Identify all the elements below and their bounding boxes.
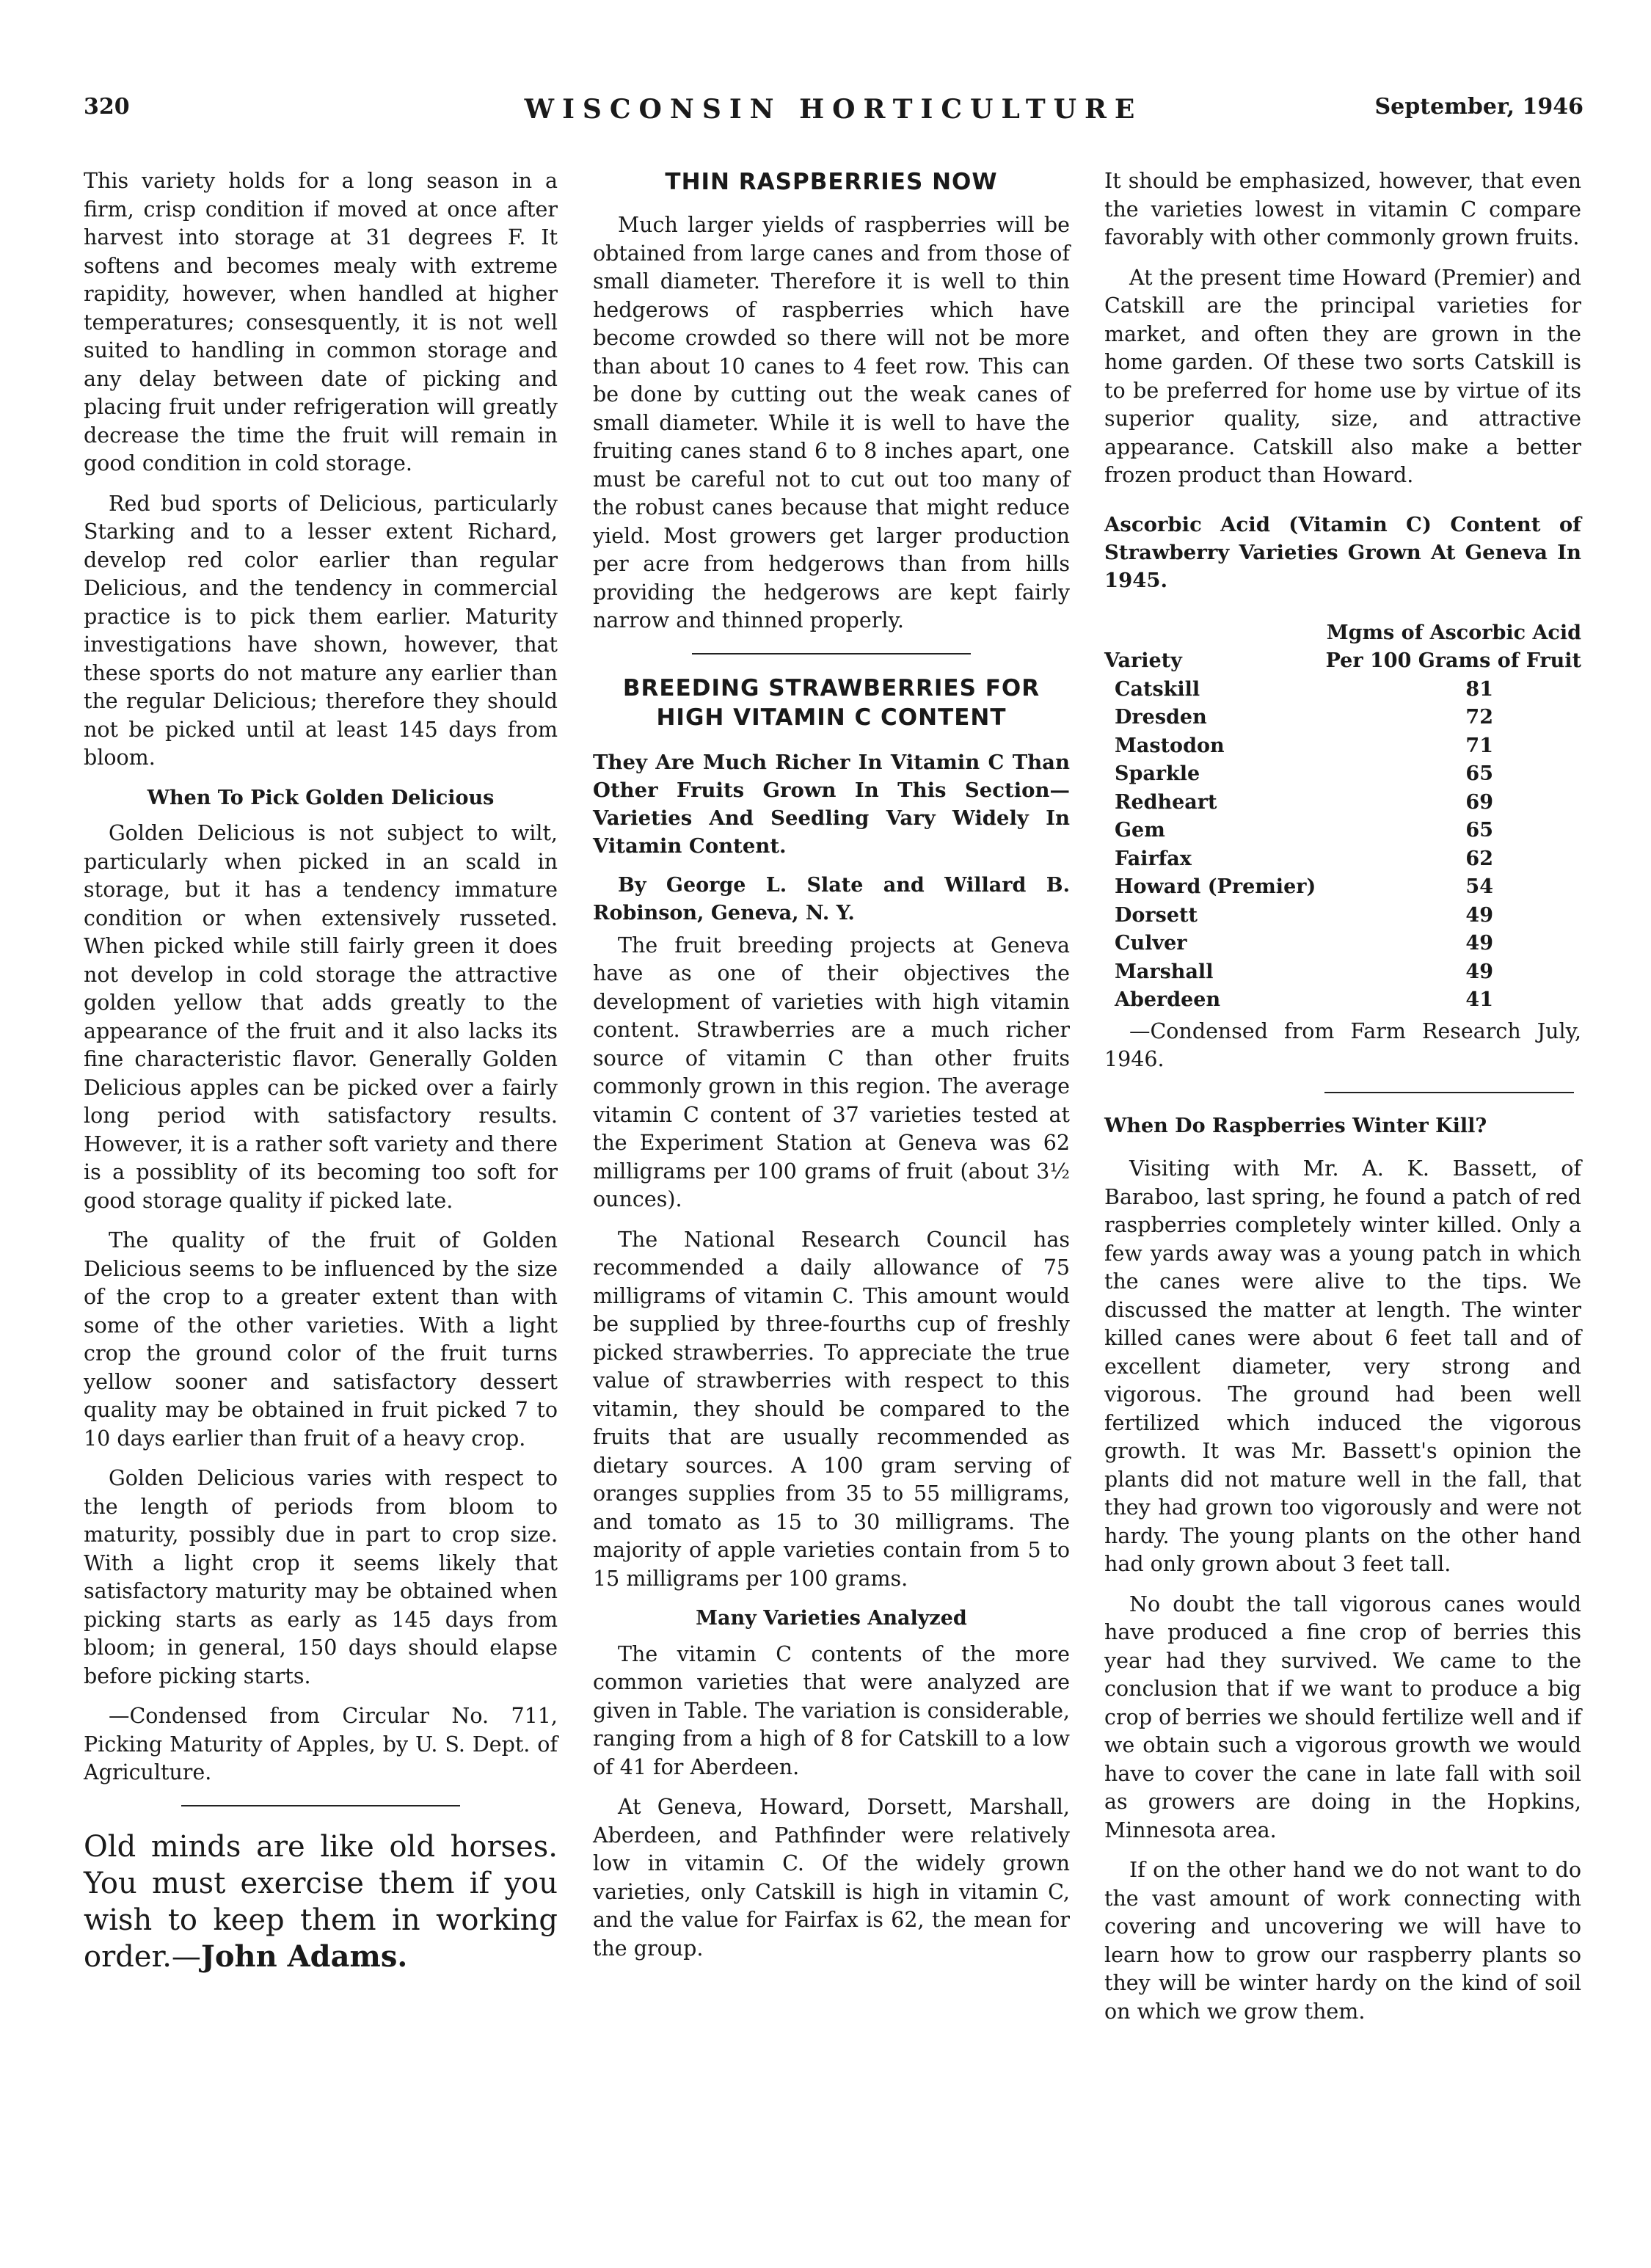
paragraph: Visiting with Mr. A. K. Bassett, of Baraboo, last spring, he found a patch of red raspberries completely winter killed. Only a few yards away was a young patch in which the canes were alive to the tips. We discussed the matter at length. The winter killed canes were about 6 feet tall and of excellent diameter, very strong and vigorous. The ground had been well fertilized which induced the vigorous growth. It was Mr. Bassett's opinion the plants did not mature well in the fall, that they had grown too vigorously and were not hardy. The young plants on the other hand had only grown about 3 feet tall. — [1104, 1156, 1581, 1576]
ascorbic-acid-value: 69 — [1465, 790, 1493, 814]
table-row — [1104, 930, 1581, 958]
subheading: When To Pick Golden Delicious — [147, 786, 495, 809]
table-header-mgms-unit: Per 100 Grams of Fruit — [1325, 649, 1581, 672]
table-row — [1104, 704, 1581, 732]
variety-name: Culver — [1115, 932, 1187, 955]
ascorbic-acid-value: 49 — [1465, 932, 1493, 955]
source-note: —Condensed from Circular No. 711, Picking Maturity of Apples, by U. S. Dept. of Agriculture. — [84, 1704, 558, 1784]
paragraph: This variety holds for a long season in a firm, crisp condition if moved at once after harvest into storage at 31 degrees F. It softens and becomes mealy with extreme rapidity, however, when handled at higher temperatures; consesquently, it is not well suited to handling in common storage and any delay between date of picking and placing fruit under refrigeration will greatly decrease the time the fruit will remain in good condition in cold storage. — [84, 169, 558, 475]
byline: By George L. Slate and Willard B. Robinson, Geneva, N. Y. — [593, 873, 1070, 925]
paragraph: Red bud sports of Delicious, particularly Starking and to a lesser extent Richard, develop red color earlier than regular Delicious, and the tendency in commercial practice is to pick them earlier. Maturity investigations have shown, however, that these sports do not mature any earlier than the regular Delicious; therefore they should not be picked until at least 145 days from bloom. — [84, 491, 558, 770]
variety-name: Sparkle — [1115, 762, 1200, 785]
variety-name: Redheart — [1115, 790, 1217, 814]
table-row — [1104, 873, 1581, 902]
table-row — [1104, 676, 1581, 704]
subheading: Many Varieties Analyzed — [696, 1607, 967, 1630]
table-row — [1104, 732, 1581, 761]
quote-text: Old minds are like old horses. You must exercise them if you wish to keep them in working order.— — [84, 1829, 558, 1974]
paragraph: At the present time Howard (Premier) and Catskill are the principal varieties for market, and often they are grown in the home garden. Of these two sorts Catskill is to be preferred for home use by virtue of its superior quality, size, and attractive appearance. Catskill also make a better frozen product than Howard. — [1104, 265, 1581, 487]
ascorbic-acid-value: 49 — [1465, 903, 1493, 927]
variety-name: Gem — [1115, 819, 1165, 842]
paragraph: The vitamin C contents of the more common varieties that were analyzed are given in Table. The variation is considerable, ranging from a high of 8 for Catskill to a low of 41 for Aberdeen. — [593, 1641, 1070, 1779]
article-headline: THIN RASPBERRIES NOW — [665, 169, 998, 195]
paragraph: If on the other hand we do not want to do the vast amount of work connecting with covering and uncovering we will have to learn how to grow our raspberry plants so they will be winter hardy on the kind of soil on which we grow them. — [1104, 1858, 1581, 2024]
divider — [181, 1805, 460, 1806]
ascorbic-acid-value: 72 — [1465, 706, 1493, 729]
table-row — [1104, 760, 1581, 789]
variety-name: Dorsett — [1115, 903, 1198, 927]
variety-name: Mastodon — [1115, 734, 1225, 757]
paragraph: Golden Delicious is not subject to wilt, particularly when picked in an scald in storage, but it has a tendency immature condition or when extensively russeted. When picked while still fairly green it does not develop in cold storage the attractive golden yellow that adds greatly to the appearance of the fruit and it also lacks its fine characteristic flavor. Generally Golden Delicious apples can be picked over a fairly long period with satisfactory results. However, it is a rather soft variety and there is a possiblity of its becoming too soft for good storage quality if picked late. — [84, 821, 558, 1213]
article-headline: BREEDING STRAWBERRIES FOR HIGH VITAMIN C CONTENT — [622, 674, 1040, 731]
quote-author: John Adams. — [200, 1939, 408, 1974]
paragraph: At Geneva, Howard, Dorsett, Marshall, Aberdeen, and Pathfinder were relatively low in vitamin C. Of the widely grown varieties, only Catskill is high in vitamin C, and the value for Fairfax is 62, the mean for the group. — [593, 1795, 1070, 1961]
variety-name: Howard (Premier) — [1115, 875, 1316, 898]
table-row — [1104, 789, 1581, 817]
paragraph: The fruit breeding projects at Geneva have as one of their objectives the development of varieties with high vitamin content. Strawberries are a much richer source of vitamin C than other fruits commonly grown in this region. The average vitamin C content of 37 varieties tested at the Experiment Station at Geneva was 62 milligrams per 100 grams of fruit (about 3½ ounces). — [593, 933, 1070, 1211]
ascorbic-acid-value: 65 — [1465, 762, 1493, 785]
masthead: WISCONSIN HORTICULTURE — [524, 94, 1143, 125]
table-row — [1104, 817, 1581, 845]
divider — [1324, 1092, 1574, 1093]
page-header — [84, 94, 1583, 131]
variety-name: Catskill — [1115, 677, 1200, 701]
table-row — [1104, 902, 1581, 930]
ascorbic-acid-value: 62 — [1465, 847, 1493, 870]
paragraph: Golden Delicious varies with respect to the length of periods from bloom to maturity, possibly due in part to crop size. With a light crop it seems likely that satisfactory maturity may be obtained when picking starts as early as 145 days from bloom; in general, 150 days should elapse before picking starts. — [84, 1466, 558, 1688]
paragraph: No doubt the tall vigorous canes would have produced a fine crop of berries this year had they survived. We came to the conclusion that if we want to produce a big crop of berries we should fertilize well and if we obtain such a vigorous growth we would have to cover the cane in late fall with soil as growers are doing in the Hopkins, Minnesota area. — [1104, 1591, 1581, 1842]
ascorbic-acid-value: 81 — [1465, 677, 1493, 701]
table-row — [1104, 845, 1581, 874]
table-header-mgms: Mgms of Ascorbic Acid — [1326, 621, 1581, 644]
variety-name: Fairfax — [1115, 847, 1192, 870]
ascorbic-acid-value: 41 — [1465, 988, 1493, 1011]
column-left — [84, 167, 558, 1975]
ascorbic-acid-value: 49 — [1465, 960, 1493, 983]
page-number: 320 — [84, 94, 130, 120]
variety-name: Aberdeen — [1115, 988, 1221, 1011]
column-middle — [593, 167, 1070, 1975]
table-source: —Condensed from Farm Research July, 1946. — [1104, 1018, 1581, 1071]
ascorbic-acid-value: 54 — [1465, 875, 1493, 898]
table-caption: Ascorbic Acid (Vitamin C) Content of Strawberry Varieties Grown At Geneva In 1945. — [1104, 512, 1581, 592]
paragraph: Much larger yields of raspberries will be obtained from large canes and from those of small diameter. Therefore it is well to thin hedgerows of raspberries which have become crowded so there will not be more than about 10 canes to 4 feet row. This can be done by cutting out the weak canes of small diameter. While it is well to have the fruiting canes stand 6 to 8 inches apart, one must be careful not to cut out too many of the robust canes because that might reduce yield. Most growers get larger production per acre from hedgerows than from hills providing the hedgerows are kept fairly narrow and thinned properly. — [593, 213, 1070, 632]
ascorbic-acid-value: 65 — [1465, 819, 1493, 842]
variety-name: Dresden — [1115, 706, 1207, 729]
pull-quote — [84, 1828, 558, 1975]
vitamin-c-table — [1104, 619, 1581, 1015]
article-deck: They Are Much Richer In Vitamin C Than Other Fruits Grown In This Section—Varieties And Seedling Vary Widely In Vitamin Content. — [593, 750, 1070, 858]
paragraph: It should be emphasized, however, that even the varieties lowest in vitamin C compare favorably with other commonly grown fruits. — [1104, 169, 1581, 249]
ascorbic-acid-value: 71 — [1465, 734, 1493, 757]
article-headline: When Do Raspberries Winter Kill? — [1104, 1114, 1487, 1137]
paragraph: The quality of the fruit of Golden Delicious seems to be influenced by the size of the crop to a greater extent than with some of the other varieties. With a light crop the ground color of the fruit turns yellow sooner and satisfactory dessert quality may be obtained in fruit picked 7 to 10 days earlier than fruit of a heavy crop. — [84, 1228, 558, 1451]
table-header-variety: Variety — [1104, 649, 1182, 672]
table-row — [1104, 958, 1581, 987]
table-row — [1104, 986, 1581, 1015]
issue-date: September, 1946 — [1374, 94, 1583, 120]
column-right — [1104, 167, 1581, 2038]
divider — [692, 653, 971, 654]
paragraph: The National Research Council has recommended a daily allowance of 75 milligrams of vitamin C. This amount would be supplied by three-fourths cup of freshly picked strawberries. To appreciate the true value of strawberries with respect to this vitamin, they should be compared to the fruits that are usually recommended as dietary sources. A 100 gram serving of oranges supplies from 35 to 55 milligrams, and tomato as 15 to 30 milligrams. The majority of apple varieties contain from 5 to 15 milligrams per 100 grams. — [593, 1227, 1070, 1591]
variety-name: Marshall — [1115, 960, 1214, 983]
